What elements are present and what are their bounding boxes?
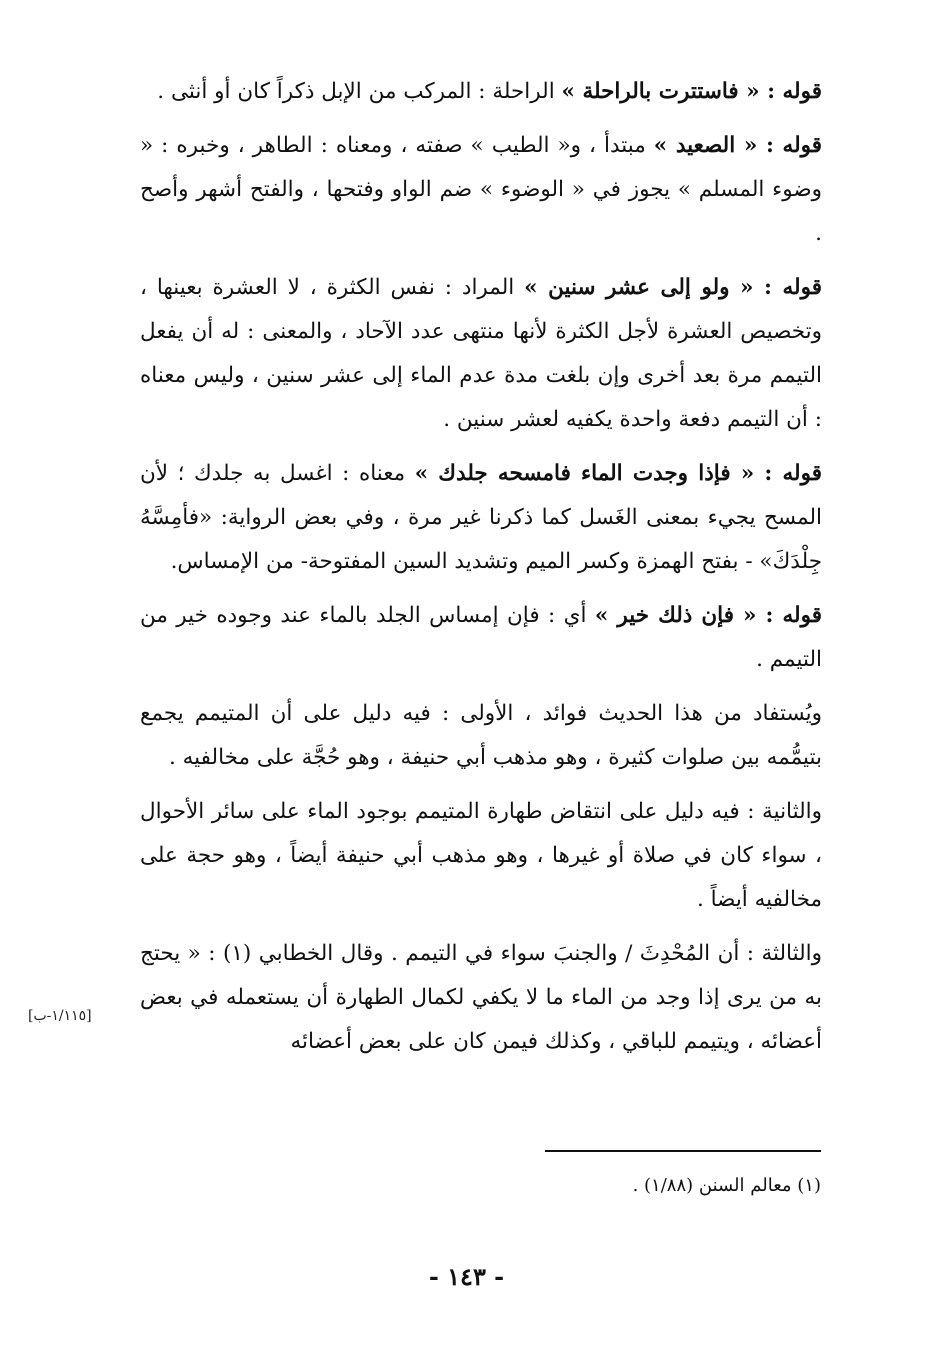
page-number: - ١٤٣ -	[428, 1262, 505, 1291]
paragraph-lead: قوله : « الصعيد »	[653, 133, 823, 158]
paragraph-2	[140, 124, 822, 256]
paragraph-body: مبتدأ ، و« الطيب » صفته ، ومعناه : الطاهر ، وخبره : « وضوء المسلم » يجوز في « الوضوء » ضم الواو وفتحها ، والفتح أشهر وأصح .	[140, 133, 822, 246]
paragraph-3	[140, 266, 822, 442]
paragraph-6	[140, 692, 822, 780]
paragraph-body: المراد : نفس الكثرة ، لا العشرة بعينها ، وتخصيص العشرة لأجل الكثرة لأنها منتهى عدد الآحاد ، والمعنى : له أن يفعل التيمم مرة بعد أخرى وإن بلغت مدة عدم الماء إلى عشر سنين ، وليس معناه : أن التيمم دفعة واحدة يكفيه لعشر سنين .	[140, 275, 822, 432]
paragraph-body: معناه : اغسل به جلدك ؛ لأن المسح يجيء بمعنى الغَسل كما ذكرنا غير مرة ، وفي بعض الرواية: «فأمِسَّهُ جِلْدَكَ» - بفتح الهمزة وكسر الميم وتشديد السين المفتوحة- من الإمساس.	[140, 461, 822, 574]
paragraph-lead: قوله : « فإن ذلك خير »	[594, 603, 822, 628]
paragraph-4	[140, 452, 822, 584]
paragraph-8	[140, 932, 822, 1064]
paragraph-lead: قوله : « ولو إلى عشر سنين »	[524, 275, 822, 300]
paragraph-body: والثالثة : أن المُحْدِثَ / والجنبَ سواء في التيمم . وقال الخطابي (١) : « يحتج به من يرى إذا وجد من الماء ما لا يكفي لكمال الطهارة أن يستعمله في بعض أعضائه ، ويتيمم للباقي ، وكذلك فيمن كان على بعض أعضائه	[140, 941, 822, 1054]
paragraph-body: والثانية : فيه دليل على انتقاض طهارة المتيمم بوجود الماء على سائر الأحوال ، سواء كان في صلاة أو غيرها ، وهو مذهب أبي حنيفة أيضاً ، وهو حجة على مخالفيه أيضاً .	[140, 799, 822, 912]
paragraph-1	[140, 70, 822, 114]
footnote: (١) معالم السنن (١/٨٨) .	[632, 1175, 821, 1196]
margin-note: [١/١١٥-ب]	[28, 1008, 92, 1024]
paragraph-5	[140, 594, 822, 682]
paragraph-body: الراحلة : المركب من الإبل ذكراً كان أو أنثى .	[157, 79, 562, 104]
paragraph-body: أي : فإن إمساس الجلد بالماء عند وجوده خير من التيمم .	[140, 603, 822, 672]
paragraph-body: ويُستفاد من هذا الحديث فوائد ، الأولى : فيه دليل على أن المتيمم يجمع بتيمُّمه بين صلوات كثيرة ، وهو مذهب أبي حنيفة ، وهو حُجَّة على مخالفيه .	[140, 701, 822, 770]
paragraph-lead: قوله : « فاستترت بالراحلة »	[561, 79, 822, 104]
main-text	[140, 70, 822, 1074]
paragraph-7	[140, 790, 822, 922]
footnote-divider	[545, 1150, 821, 1152]
paragraph-lead: قوله : « فإذا وجدت الماء فامسحه جلدك »	[414, 461, 822, 486]
